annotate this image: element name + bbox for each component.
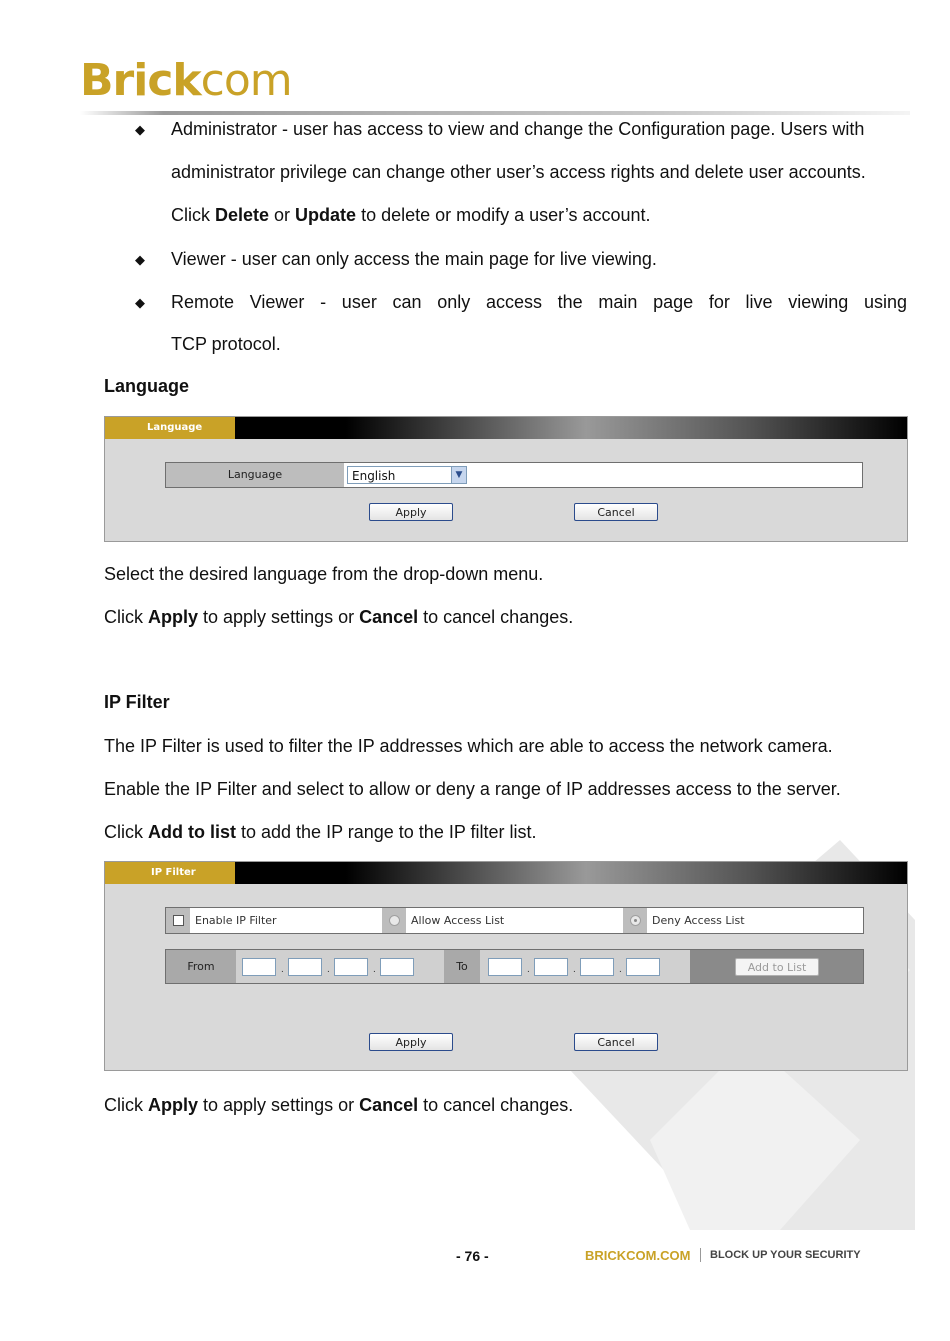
admin-desc-line3: Click Delete or Update to delete or modify a user’s account.: [171, 205, 651, 225]
to-ip-octet-2[interactable]: [534, 958, 568, 976]
footer-brand: BRICKCOM.COM: [585, 1248, 691, 1263]
ip-filter-desc-line1: The IP Filter is used to filter the IP addresses which are able to access the network camera.: [104, 736, 833, 756]
ip-filter-desc-line2: Enable the IP Filter and select to allow or deny a range of IP addresses access to the server.: [104, 779, 841, 799]
from-ip-octet-1[interactable]: [242, 958, 276, 976]
footer-tagline: BLOCK UP YOUR SECURITY: [710, 1249, 861, 1261]
language-panel-screenshot: [104, 416, 908, 542]
language-heading: Language: [104, 376, 190, 396]
ip-filter-desc-line3: Click Add to list to add the IP range to the IP filter list.: [104, 822, 537, 842]
cancel-button[interactable]: Cancel: [574, 503, 658, 521]
chevron-down-icon[interactable]: ▼: [451, 467, 466, 483]
admin-desc-line2: administrator privilege can change other user’s access rights and delete user accounts.: [171, 162, 866, 182]
enable-ip-filter-label: Enable IP Filter: [195, 914, 277, 927]
language-select[interactable]: [347, 466, 467, 484]
apply-button[interactable]: Apply: [369, 503, 453, 521]
deny-access-radio[interactable]: [630, 915, 641, 926]
allow-access-radio[interactable]: [389, 915, 400, 926]
from-ip-octet-2[interactable]: [288, 958, 322, 976]
language-select-desc: Select the desired language from the drop-down menu.: [104, 564, 544, 584]
remote-viewer-desc-line2: TCP protocol.: [171, 334, 281, 354]
apply-button[interactable]: Apply: [369, 1033, 453, 1051]
deny-access-label: Deny Access List: [652, 914, 745, 927]
footer-divider: [700, 1248, 701, 1262]
panel-tab-language: Language: [105, 417, 235, 439]
ip-filter-click-desc: Click Apply to apply settings or Cancel to cancel changes.: [104, 1095, 574, 1115]
language-selected-value: English: [352, 469, 396, 483]
enable-ip-filter-checkbox[interactable]: [173, 915, 184, 926]
to-ip-octet-1[interactable]: [488, 958, 522, 976]
allow-access-label: Allow Access List: [411, 914, 505, 927]
add-to-list-button[interactable]: Add to List: [735, 958, 819, 976]
header-divider: [80, 111, 910, 115]
to-label: To: [444, 950, 480, 983]
ip-filter-panel-screenshot: [104, 861, 908, 1071]
bullet-icon: ◆: [135, 122, 145, 137]
remote-viewer-desc-line1: Remote Viewer - user can only access the main page for live viewing using: [171, 292, 907, 312]
from-ip-octet-4[interactable]: [380, 958, 414, 976]
from-label: From: [166, 950, 236, 983]
bullet-icon: ◆: [135, 252, 145, 267]
language-click-desc: Click Apply to apply settings or Cancel to cancel changes.: [104, 607, 574, 627]
ip-range-row: From . . . To . . . Add to List: [165, 949, 864, 984]
to-ip-octet-3[interactable]: [580, 958, 614, 976]
brickcom-logo: Brickcom: [80, 55, 292, 106]
from-ip-octet-3[interactable]: [334, 958, 368, 976]
panel-tab-ip-filter: IP Filter: [105, 862, 235, 884]
to-ip-octet-4[interactable]: [626, 958, 660, 976]
admin-desc-line1: Administrator - user has access to view and change the Configuration page. Users with: [171, 119, 865, 139]
bullet-icon: ◆: [135, 295, 145, 310]
cancel-button[interactable]: Cancel: [574, 1033, 658, 1051]
ip-filter-heading: IP Filter: [104, 692, 170, 712]
ip-filter-options-row: [165, 907, 864, 934]
language-row: [165, 462, 863, 488]
viewer-desc: Viewer - user can only access the main page for live viewing.: [171, 249, 657, 269]
page-number: - 76 -: [456, 1248, 489, 1264]
language-field-label: Language: [166, 463, 344, 487]
